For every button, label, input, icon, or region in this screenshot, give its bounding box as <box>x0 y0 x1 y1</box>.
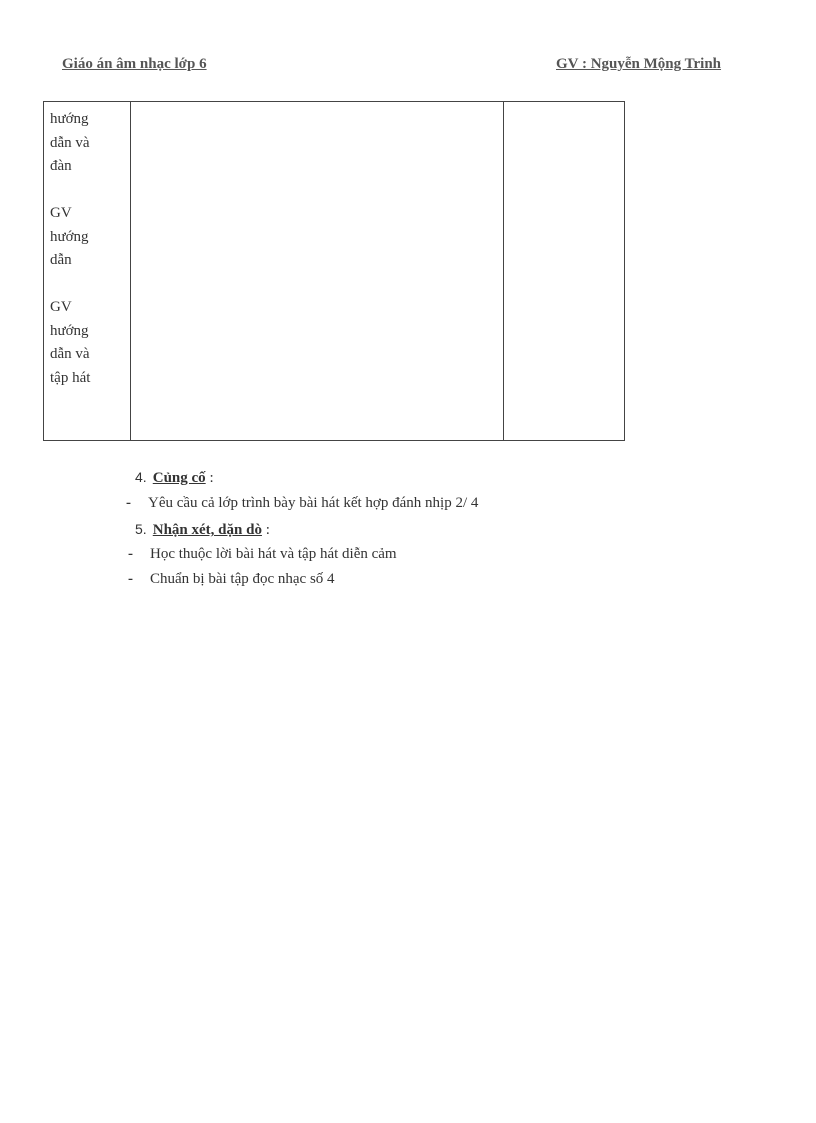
header-left-title: Giáo án âm nhạc lớp 6 <box>62 56 207 72</box>
activity-cell <box>44 102 131 441</box>
activity-line: dẫn và <box>50 134 90 151</box>
section-number: 4. <box>135 469 147 485</box>
activity-line: hướng <box>50 322 89 339</box>
activity-line: hướng <box>50 111 89 127</box>
section-4-heading <box>135 466 214 489</box>
content-cell <box>131 102 504 441</box>
line-gap <box>50 179 124 203</box>
activity-line: GV <box>50 205 72 221</box>
section-5-heading <box>135 518 270 541</box>
list-item-text: Chuẩn bị bài tập đọc nhạc số 4 <box>150 571 335 587</box>
notes-cell <box>504 102 625 441</box>
activity-line: hướng <box>50 228 89 245</box>
activity-line: dẫn và <box>50 346 90 362</box>
activity-line: đàn <box>50 158 72 174</box>
table-row <box>44 102 625 441</box>
list-item-text: Học thuộc lời bài hát và tập hát diễn cảm <box>150 546 397 562</box>
lesson-table <box>43 101 625 441</box>
list-item-text: Yêu cầu cả lớp trình bày bài hát kết hợp đánh nhịp 2/ 4 <box>148 495 479 511</box>
section-suffix: : <box>205 470 214 486</box>
activity-text <box>44 102 130 390</box>
section-suffix: : <box>261 522 270 538</box>
activity-line: dẫn <box>50 252 72 268</box>
section-number: 5. <box>135 521 147 537</box>
list-item <box>128 543 397 565</box>
list-item <box>126 492 478 514</box>
header-right-teacher: GV : Nguyễn Mộng Trinh <box>556 56 722 72</box>
section-title: Nhận xét, dặn dò <box>152 522 262 538</box>
bullet-dash: - <box>128 546 133 562</box>
activity-line: GV <box>50 299 72 315</box>
bullet-dash: - <box>128 571 133 587</box>
list-item <box>128 568 335 590</box>
bullet-dash: - <box>126 495 131 511</box>
line-gap <box>50 273 124 297</box>
section-title: Củng cố <box>152 470 206 486</box>
activity-line: tập hát <box>50 369 91 386</box>
